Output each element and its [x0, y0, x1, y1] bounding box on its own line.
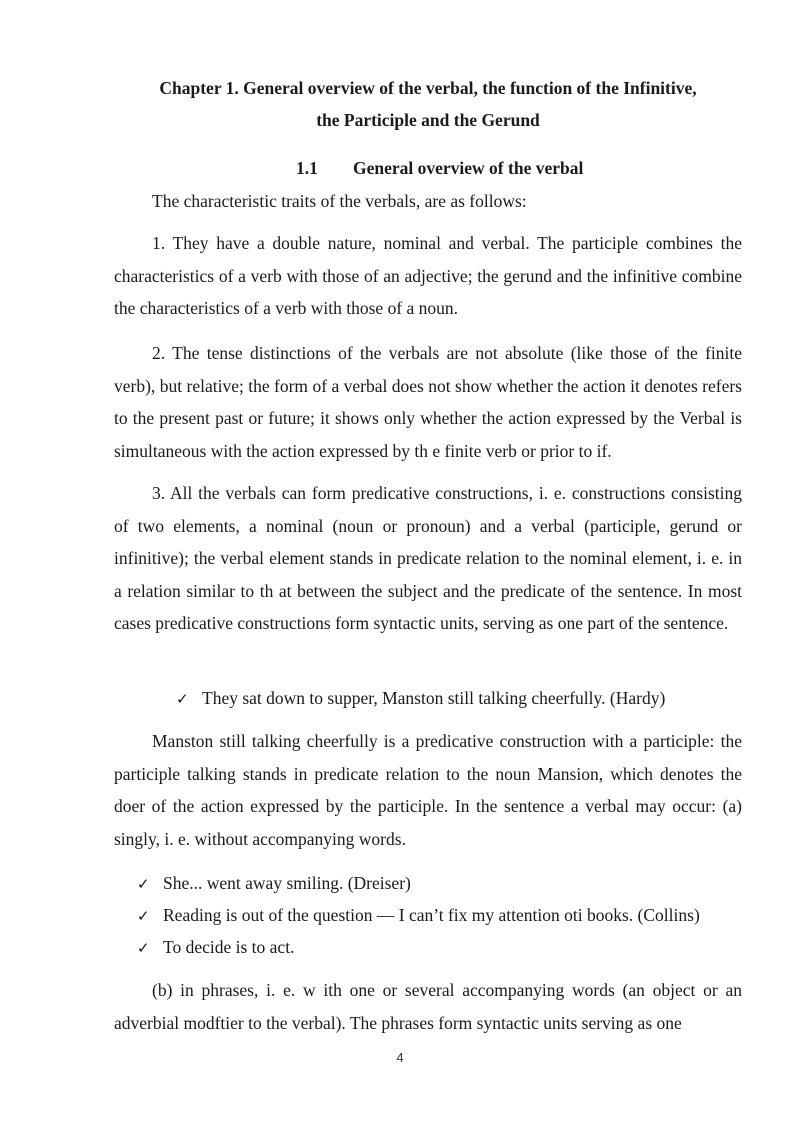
- chapter-title: [114, 72, 742, 136]
- list-item-text: Reading is out of the question — I can’t fix my attention oti books. (Collins): [163, 905, 700, 925]
- example-1: [176, 682, 665, 715]
- chapter-title-line-1: Chapter 1. General overview of the verbal, the function of the Infinitive,: [159, 78, 697, 98]
- section-number: 1.1: [296, 158, 318, 178]
- intro-paragraph: The characteristic traits of the verbals, are as follows:: [152, 191, 527, 211]
- paragraph-3: 3. All the verbals can form predicative constructions, i. e. constructions consisting of two elements, a nominal (noun or pronoun) and a verbal (participle, gerund or infinitive); the verbal element stands in predicate relation to the nominal element, i. e. in a relation similar to th at between the subject and the predicate of the sentence. In most cases predicative constructions form syntactic units, serving as one part of the sentence.: [114, 483, 742, 633]
- list-item: [137, 867, 411, 900]
- check-icon: ✓: [137, 939, 150, 957]
- list-item-text: To decide is to act.: [163, 937, 295, 957]
- paragraph-5: (b) in phrases, i. e. w ith one or several accompanying words (an object or an adverbial modftier to the verbal). The phrases form syntactic units serving as one: [114, 980, 742, 1033]
- section-title: General overview of the verbal: [353, 158, 584, 178]
- paragraph-4: Manston still talking cheerfully is a predicative construction with a participle: the participle talking stands in predicate relation to the noun Mansion, which denotes the doer of the action expressed by the participle. In the sentence a verbal may occur: (a) singly, i. e. without accompanying words.: [114, 731, 742, 849]
- example-1-text: They sat down to supper, Manston still talking cheerfully. (Hardy): [202, 688, 666, 708]
- paragraph-1: 1. They have a double nature, nominal and verbal. The participle combines the characteristics of a verb with those of an adjective; the gerund and the infinitive combine the characteristics of a verb with those of a noun.: [114, 233, 742, 318]
- list-item-text: She... went away smiling. (Dreiser): [163, 873, 411, 893]
- list-item: [137, 931, 294, 964]
- list-item: [137, 899, 700, 932]
- chapter-title-line-2: the Participle and the Gerund: [316, 110, 540, 130]
- check-icon: ✓: [176, 690, 189, 708]
- paragraph-2: 2. The tense distinctions of the verbals are not absolute (like those of the finite verb), but relative; the form of a verbal does not show whether the action it denotes refers to the present past or future; it shows only whether the action expressed by the Verbal is simultaneous with the action expressed by th e finite verb or prior to if.: [114, 343, 742, 461]
- check-icon: ✓: [137, 875, 150, 893]
- page-number: 4: [396, 1050, 404, 1065]
- check-icon: ✓: [137, 907, 150, 925]
